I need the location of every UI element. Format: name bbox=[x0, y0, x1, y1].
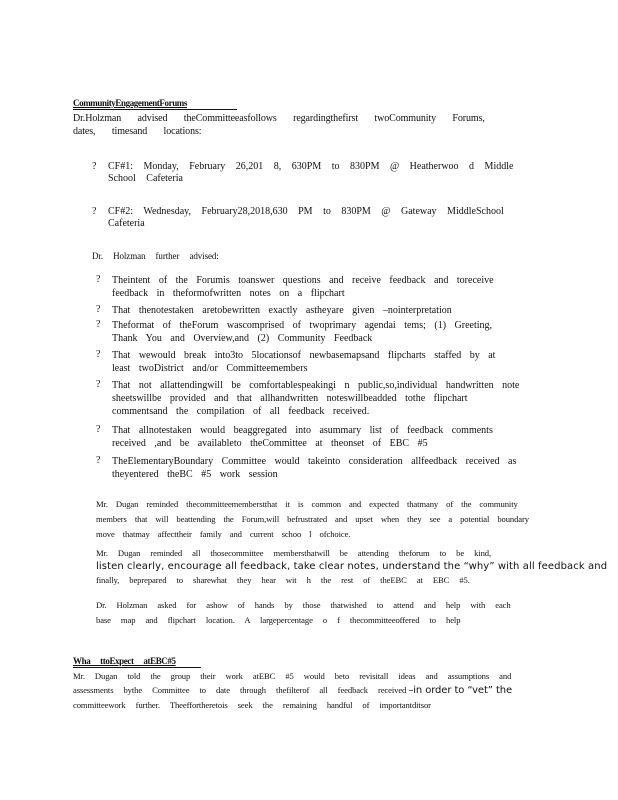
advice-item-text: That not allattendingwill be comfortablespeakingi n public,so,individual handwritten note sheetswillbe provided and that allhandwritten noteswillbeadded tothe flipchart commentsand the compilation of all feedback received. bbox=[112, 380, 520, 417]
heading-underline bbox=[73, 109, 237, 110]
expect-body-start: Mr. Dugan told the group their work atEBC #5 would beto revisitall ideas and assumptions and assessments bythe Committee to date through thefilterof all feedback received bbox=[73, 671, 512, 695]
bullet-marker: ? bbox=[96, 304, 101, 315]
further-advised-label: Dr. Holzman further advised: bbox=[92, 251, 219, 261]
advice-item-text: That allnotestaken would beaggregated into asummary list of feedback comments received ,and be availableto theCommittee at theonset of EBC #5 bbox=[112, 425, 493, 449]
bullet-marker: ? bbox=[96, 455, 101, 466]
bullet-marker: ? bbox=[96, 319, 101, 330]
intro-paragraph: Dr.Holzman advised theCommitteeasfollows regardingthefirst twoCommunity Forums, dates, timesand locations: bbox=[73, 113, 485, 137]
forum-item-text: CF#1: Monday, February 26,201 8, 630PM to 830PM @ Heatherwoo d Middle School Cafeteria bbox=[108, 161, 514, 184]
bullet-marker: ? bbox=[92, 206, 97, 217]
expect-body-end: committeework further. Theeffortheretois seek the remaining handful of importantditsor bbox=[73, 700, 431, 710]
bullet-marker: ? bbox=[96, 274, 101, 285]
holzman-show-of-hands-paragraph: Dr. Holzman asked for ashow of hands by those thatwished to attend and help with each base map and flipchart location. A largepercentage o f thecommitteeoffered to help bbox=[96, 600, 511, 625]
advice-item-text: That thenotestaken aretobewritten exactly astheyare given –nointerpretation bbox=[112, 305, 452, 316]
bullet-marker: ? bbox=[96, 424, 101, 435]
section-heading-what-to-expect: Wha ttoExpect atEBC#5 bbox=[73, 656, 176, 666]
heading-underline bbox=[73, 667, 201, 668]
dugan-reminder-paragraph-1: Mr. Dugan reminded thecommitteememberstthat it is common and expected thatmany of the community members that will beattending the Forum,will befrustrated and upset when they see a potential boundary move thatmay affecttheir family and current schoo l ofchoice. bbox=[96, 499, 529, 539]
bullet-marker: ? bbox=[92, 161, 97, 172]
section-heading-community-forums: CommunityEngagementForums bbox=[73, 98, 187, 108]
advice-item-text: Theintent of the Forumis toanswer questions and receive feedback and toreceive feedback in theformofwritten notes on a flipchart bbox=[112, 275, 494, 299]
dugan2-emphasis-line: listen clearly, encourage all feedback, take clear notes, understand the “why” with all feedback and bbox=[96, 561, 608, 572]
forum-item-2 bbox=[92, 206, 542, 232]
dugan-reminder-paragraph-2 bbox=[96, 547, 608, 587]
advice-item-text: TheElementaryBoundary Committee would takeinto consideration allfeedback received as theyentered theBC #5 work session bbox=[112, 456, 517, 480]
what-to-expect-paragraph bbox=[73, 669, 553, 712]
bullet-marker: ? bbox=[96, 349, 101, 360]
dugan2-line-end: finally, beprepared to sharewhat they hear wit h the rest of theEBC at EBC #5. bbox=[96, 575, 470, 585]
bullet-marker: ? bbox=[96, 379, 101, 390]
dugan2-line-start: Mr. Dugan reminded all thosecommittee membersthatwill be attending theforum to be kind, bbox=[96, 548, 492, 558]
expect-body-emphasis: –in order to “vet” the bbox=[408, 685, 513, 696]
forum-item-1 bbox=[92, 161, 542, 187]
advice-item-text: That wewould break into3to 5locationsof newbasemapsand flipcharts staffed by at least twoDistrict and/or Committeemembers bbox=[112, 350, 496, 374]
forum-item-text: CF#2: Wednesday, February28,2018,630 PM to 830PM @ Gateway MiddleSchool Cafeteria bbox=[108, 206, 504, 229]
advice-item-text: Theformat of theForum wascomprised of twoprimary agendai tems; (1) Greeting, Thank You and Overview,and (2) Community Feedback bbox=[112, 320, 493, 344]
